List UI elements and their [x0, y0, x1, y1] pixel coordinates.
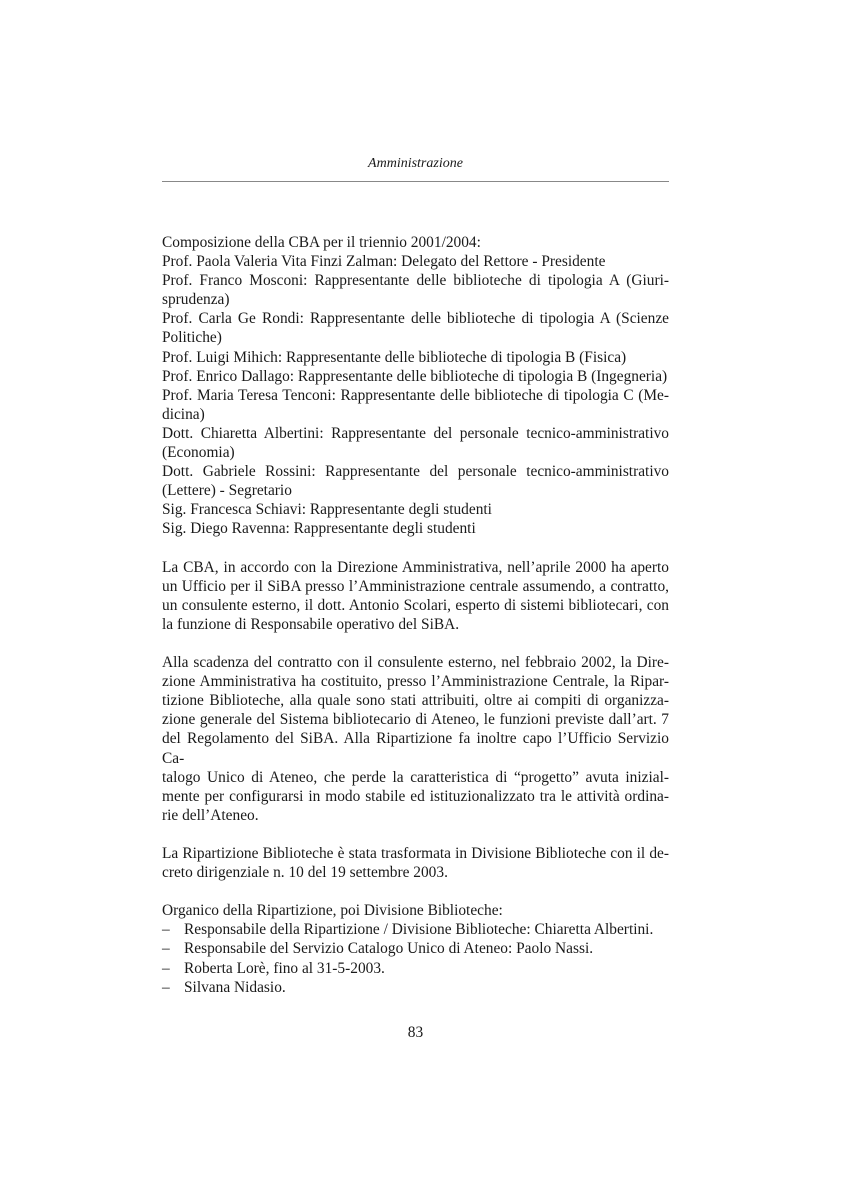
- text-line: un consulente esterno, il dott. Antonio Scolari, esperto di sistemi bibliotecari, con: [162, 596, 669, 614]
- text-line: Politiche): [162, 329, 222, 347]
- running-header: Amministrazione: [368, 156, 463, 171]
- text-line: Dott. Gabriele Rossini: Rappresentante del personale tecnico-amministrativo: [162, 463, 669, 481]
- paragraph-divisione: [162, 844, 669, 882]
- text-line: Prof. Luigi Mihich: Rappresentante delle biblioteche di tipologia B (Fisica): [162, 348, 627, 366]
- organico-intro: Organico della Ripartizione, poi Divisione Biblioteche:: [162, 902, 503, 920]
- list-item: [162, 959, 669, 978]
- list-item-text: Responsabile della Ripartizione / Divisione Biblioteche: Chiaretta Albertini.: [184, 921, 654, 939]
- text-line: La Ripartizione Biblioteche è stata trasformata in Divisione Biblioteche con il de-: [162, 845, 669, 862]
- list-item: [162, 920, 669, 939]
- text-line: Dott. Chiaretta Albertini: Rappresentante del personale tecnico-amministrativo: [162, 424, 669, 442]
- list-item: [162, 978, 669, 997]
- text-line: sprudenza): [162, 291, 230, 309]
- text-line: Sig. Diego Ravenna: Rappresentante degli studenti: [162, 520, 476, 538]
- text-line: rie dell’Ateneo.: [162, 806, 259, 824]
- text-line: Alla scadenza del contratto con il consulente esterno, nel febbraio 2002, la Dire-: [162, 654, 669, 672]
- text-line: Prof. Franco Mosconi: Rappresentante delle biblioteche di tipologia A (Giuri-: [162, 272, 669, 290]
- paragraph-cba-composition: [162, 233, 669, 539]
- text-line: un Ufficio per il SiBA presso l’Amministrazione centrale assumendo, a contratto,: [162, 577, 669, 595]
- list-item-text: Roberta Lorè, fino al 31-5-2003.: [184, 959, 385, 977]
- text-line: La CBA, in accordo con la Direzione Amministrativa, nell’aprile 2000 ha aperto: [162, 558, 669, 576]
- text-line: la funzione di Responsabile operativo del SiBA.: [162, 615, 460, 633]
- text-line: (Lettere) - Segretario: [162, 482, 292, 500]
- text-line: Prof. Maria Teresa Tenconi: Rappresentante delle biblioteche di tipologia C (Me-: [162, 386, 669, 404]
- header-rule: [162, 181, 669, 182]
- text-line: tizione Biblioteche, alla quale sono stati attribuiti, oltre ai compiti di organizza-: [162, 692, 669, 710]
- text-line: Sig. Francesca Schiavi: Rappresentante degli studenti: [162, 501, 492, 519]
- list-item: [162, 939, 669, 958]
- text-line: zione generale del Sistema bibliotecario di Ateneo, le funzioni previste dall’art. 7: [162, 711, 669, 729]
- text-line: zione Amministrativa ha costituito, presso l’Amministrazione Centrale, la Ripar-: [162, 673, 669, 691]
- text-line: Prof. Paola Valeria Vita Finzi Zalman: Delegato del Rettore - Presidente: [162, 253, 606, 271]
- paragraph-organico: [162, 901, 669, 996]
- text-line: dicina): [162, 405, 205, 423]
- text-line: Prof. Carla Ge Rondi: Rappresentante delle biblioteche di tipologia A (Scienze: [162, 310, 669, 328]
- dash-marker: –: [162, 921, 170, 939]
- text-line: Composizione della CBA per il triennio 2001/2004:: [162, 234, 481, 251]
- text-line: del Regolamento del SiBA. Alla Ripartizione fa inoltre capo l’Ufficio Servizio Ca-: [162, 730, 669, 767]
- list-item-text: Silvana Nidasio.: [184, 978, 286, 996]
- page-number: 83: [407, 1024, 424, 1041]
- text-line: creto dirigenziale n. 10 del 19 settembre 2003.: [162, 864, 448, 882]
- dash-marker: –: [162, 940, 170, 958]
- text-line: talogo Unico di Ateneo, che perde la caratteristica di “progetto” avuta inizial-: [162, 768, 669, 786]
- paragraph-ripartizione: [162, 653, 669, 825]
- dash-marker: –: [162, 959, 170, 977]
- text-line: Prof. Enrico Dallago: Rappresentante delle biblioteche di tipologia B (Ingegneria): [162, 367, 668, 385]
- page-body: [162, 233, 669, 997]
- dash-marker: –: [162, 978, 170, 996]
- text-line: (Economia): [162, 444, 235, 462]
- text-line: mente per configurarsi in modo stabile ed istituzionalizzato tra le attività ordina-: [162, 787, 669, 805]
- paragraph-cba-office: [162, 558, 669, 634]
- list-item-text: Responsabile del Servizio Catalogo Unico di Ateneo: Paolo Nassi.: [184, 940, 594, 958]
